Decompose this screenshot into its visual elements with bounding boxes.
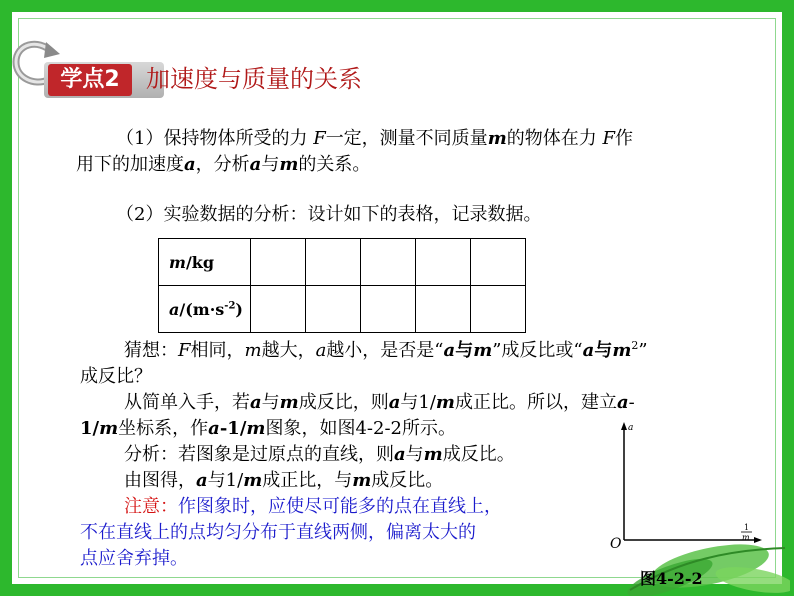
var-a: a	[208, 418, 220, 439]
text: 成正比。所以，建立	[454, 392, 617, 413]
table-cell[interactable]	[251, 239, 306, 286]
page-title: 加速度与质量的关系	[146, 65, 362, 93]
table-cell[interactable]	[306, 239, 361, 286]
unit: /kg	[185, 252, 215, 272]
unit: )	[235, 299, 243, 319]
var-F: F	[178, 340, 191, 361]
text: 图象，如图4-2-2所示。	[265, 418, 456, 439]
text: ”	[638, 340, 648, 361]
var-a: a	[388, 392, 401, 413]
var-m: m	[243, 470, 263, 491]
paragraph-2: （2）实验数据的分析：设计如下的表格，记录数据。	[116, 204, 542, 225]
text: -	[628, 392, 635, 413]
var-m: m	[473, 340, 493, 361]
text: 的关系。	[298, 154, 371, 175]
text: 成反比。	[442, 444, 515, 465]
table-cell[interactable]	[306, 286, 361, 333]
y-axis-arrow-icon	[621, 422, 627, 430]
guess-line-2: 成反比？	[80, 366, 152, 387]
row-header-mass	[159, 239, 251, 286]
paragraph-1-line-1	[76, 126, 736, 152]
text: 与	[261, 154, 280, 175]
text: ，分析	[195, 154, 250, 175]
var-m: m	[352, 470, 372, 491]
var-m: m	[435, 392, 455, 413]
var-m: m	[99, 418, 119, 439]
var-m: m	[279, 154, 299, 175]
paragraph-1-line-2	[76, 152, 736, 178]
var-a: a	[250, 392, 262, 413]
var-a: a	[184, 154, 196, 175]
var-m: m	[612, 340, 632, 361]
table-cell[interactable]	[471, 286, 526, 333]
text: ”成反比或“	[492, 340, 583, 361]
text: 坐标系，作	[118, 418, 209, 439]
table-row	[159, 286, 526, 333]
var-m: m	[279, 392, 299, 413]
table-row	[159, 239, 526, 286]
axes-graph	[604, 418, 764, 558]
start-line-1	[80, 390, 740, 416]
text: 与	[594, 340, 613, 361]
guess-line-1	[80, 333, 740, 364]
text: 相同，	[190, 340, 245, 361]
var-a: a	[315, 340, 327, 361]
text: 成反比。	[371, 470, 444, 491]
var-F: F	[313, 128, 326, 149]
var-a: a	[196, 470, 208, 491]
text: 一定，测量不同质量	[325, 128, 488, 149]
text: 越小，是否是“	[326, 340, 444, 361]
table-cell[interactable]	[361, 286, 416, 333]
var-m: m	[246, 418, 266, 439]
text: 1/	[80, 418, 100, 439]
row-header-acceleration	[159, 286, 251, 333]
var-m: m	[169, 252, 186, 272]
x-axis-arrow-icon	[754, 537, 762, 543]
text: -1/	[219, 418, 247, 439]
note-line-2: 不在直线上的点均匀分布于直线两侧，偏离太大的	[80, 522, 476, 543]
paragraph-1	[76, 126, 736, 178]
text: 猜想：	[124, 340, 178, 361]
text: 从简单入手，若	[124, 392, 250, 413]
text: 成反比，则	[298, 392, 389, 413]
text: 作	[614, 128, 633, 149]
data-table	[158, 238, 526, 333]
table-cell[interactable]	[361, 239, 416, 286]
var-a: a	[394, 444, 406, 465]
var-m: m	[244, 340, 262, 361]
exponent: 2	[631, 339, 639, 352]
table-cell[interactable]	[471, 239, 526, 286]
text: 与1/	[207, 470, 244, 491]
x-axis-label-numerator: 1	[744, 523, 750, 532]
text: 与	[261, 392, 280, 413]
x-axis-label-denominator: m	[742, 533, 750, 542]
var-a: a	[616, 392, 629, 413]
text: 与	[455, 340, 474, 361]
var-a: a	[169, 299, 180, 319]
var-F: F	[602, 128, 615, 149]
section-badge: 学点2	[48, 64, 132, 96]
unit: /(m·s	[179, 299, 225, 319]
var-m: m	[487, 128, 507, 149]
y-axis-label: a	[628, 423, 634, 433]
text: 由图得，	[124, 470, 196, 491]
unit-exponent: -2	[224, 300, 236, 312]
text: 越大，	[261, 340, 316, 361]
var-a: a	[249, 154, 262, 175]
text: 与1/	[400, 392, 436, 413]
var-a: a	[582, 340, 595, 361]
text: 与	[405, 444, 424, 465]
var-a: a	[443, 340, 456, 361]
var-m: m	[423, 444, 443, 465]
figure-caption: 图4-2-2	[640, 569, 703, 588]
note-label: 注意：	[124, 496, 178, 517]
origin-label: O	[610, 536, 622, 552]
text: 成正比，与	[262, 470, 353, 491]
note-text: 作图象时，应使尽可能多的点在直线上，	[178, 496, 502, 517]
table-cell[interactable]	[416, 239, 471, 286]
text: 用下的加速度	[76, 154, 184, 175]
note-line-3: 点应舍弃掉。	[80, 548, 188, 569]
table-cell[interactable]	[251, 286, 306, 333]
table-cell[interactable]	[416, 286, 471, 333]
text: 分析：若图象是过原点的直线，则	[124, 444, 394, 465]
text: 的物体在力	[506, 128, 603, 149]
text: （1）保持物体所受的力	[116, 128, 314, 149]
